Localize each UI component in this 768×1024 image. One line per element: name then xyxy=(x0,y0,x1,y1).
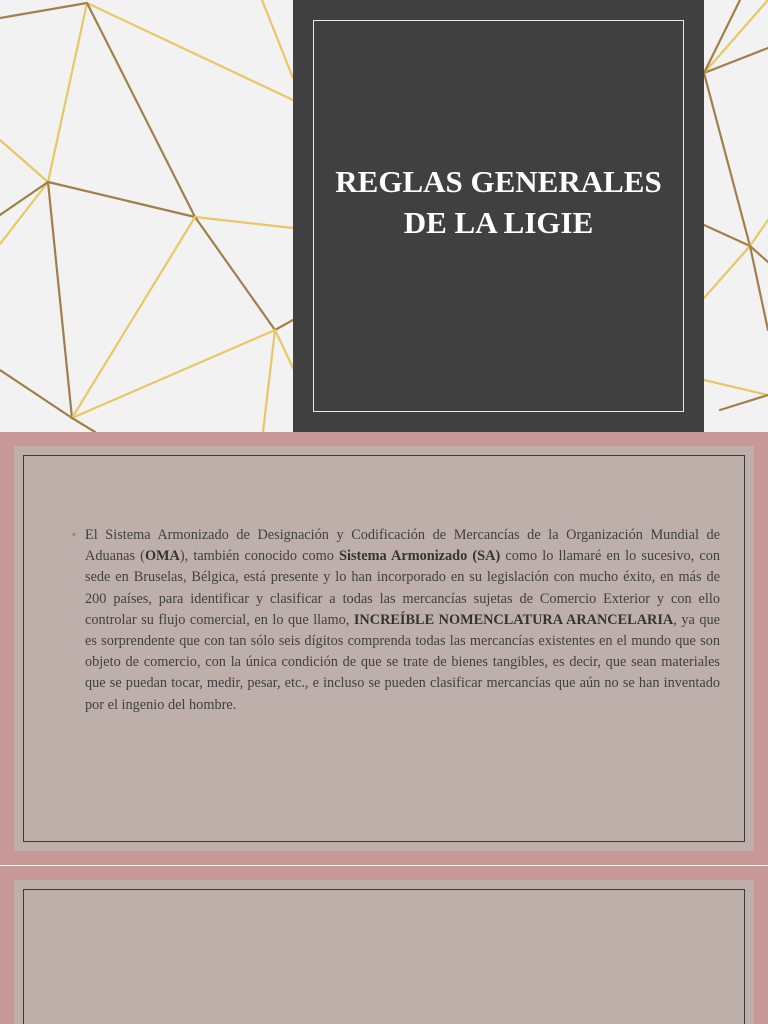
pattern-line xyxy=(704,225,750,246)
pattern-line xyxy=(275,330,293,368)
pattern-line xyxy=(195,217,293,228)
pattern-line xyxy=(262,0,293,78)
pattern-line xyxy=(704,246,750,298)
pattern-line xyxy=(0,3,87,18)
bullet-marker: ◦ xyxy=(72,529,76,541)
pattern-line xyxy=(720,395,768,410)
pattern-line xyxy=(87,3,293,100)
pattern-line xyxy=(48,182,72,418)
pattern-line xyxy=(704,380,768,395)
bullet-paragraph xyxy=(72,525,720,716)
content-panel xyxy=(14,880,754,1024)
pattern-line xyxy=(87,3,195,217)
pattern-line xyxy=(48,182,195,217)
text-run: como lo llamaré en lo sucesivo, con sede en Bruselas, Bélgica, está presente y lo han incorporado en su legislación con mucho éxito, en más de 200 países, para identificar y clasificar a todas las mercancías sujetas de Comercio Exterior y con ello controlar su flujo comercial, en lo que llamo, xyxy=(85,548,720,628)
pattern-line xyxy=(0,140,48,182)
content-frame xyxy=(23,455,745,842)
pattern-line xyxy=(0,182,48,244)
title-slide xyxy=(0,0,768,432)
text-run: El Sistema Armonizado de Designación y Codificación de Mercancías de la Organización Mundial de Aduanas ( xyxy=(85,527,720,565)
title-frame xyxy=(313,20,684,412)
content-slide xyxy=(0,432,768,865)
bold-text-run: INCREÍBLE NOMENCLATURA ARANCELARIA xyxy=(353,611,674,628)
bold-text-run: Sistema Armonizado (SA) xyxy=(339,548,501,565)
bullet-text xyxy=(85,527,720,713)
text-run: , ya que es sorprendente que con tan sólo seis dígitos comprenda todas las mercancías existentes en el mundo que son objeto de comercio, con la única condición de que se trate de bienes tangibles, es decir, que sean materiales que se puedan tocar, medir, pesar, etc., e incluso se pueden clasificar mercancías que aún no se han inventado por el ingenio del hombre. xyxy=(85,611,721,713)
pattern-line xyxy=(48,3,87,182)
pattern-line xyxy=(263,330,275,432)
content-slide-empty xyxy=(0,866,768,1024)
pattern-line xyxy=(72,418,95,432)
pattern-line xyxy=(704,0,768,73)
content-frame xyxy=(23,889,745,1024)
pattern-line xyxy=(0,370,72,418)
pattern-line xyxy=(72,330,275,418)
title-card xyxy=(293,0,704,432)
pattern-line xyxy=(750,220,768,246)
text-run: ), también conocido como xyxy=(179,548,340,565)
pattern-line xyxy=(275,320,293,330)
pattern-line xyxy=(195,217,275,330)
content-panel xyxy=(14,446,754,851)
pattern-line xyxy=(72,217,195,418)
pattern-line xyxy=(0,182,48,215)
bold-text-run: OMA xyxy=(144,548,180,565)
pattern-line xyxy=(704,73,750,246)
bullet-list xyxy=(72,525,720,716)
slide-title: REGLAS GENERALES DE LA LIGIE xyxy=(335,164,662,240)
